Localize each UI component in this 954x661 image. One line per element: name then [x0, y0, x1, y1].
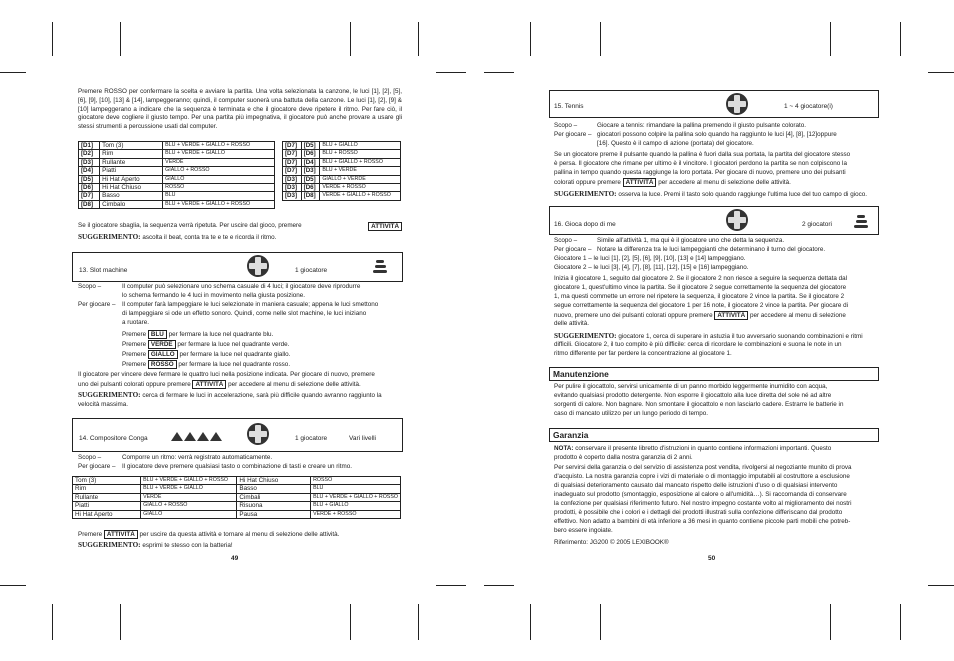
g15-per-label: Per giocare –	[554, 131, 592, 138]
drum-row	[79, 192, 275, 200]
crop-mark	[350, 604, 351, 640]
g13-press-item	[122, 340, 289, 350]
conga-icon	[210, 432, 221, 441]
instrument-combo: BLU + VERDE + GIALLO	[141, 485, 237, 493]
instrument-combo: VERDE	[141, 493, 237, 501]
drum-row	[79, 184, 275, 192]
instrument-name: Risuona	[237, 502, 311, 510]
attivita-button[interactable]: ATTIVITÀ	[714, 311, 748, 320]
instrument-combo: BLU + VERDE + GIALLO + ROSSO	[311, 493, 401, 501]
instrument-combo: GIALLO + ROSSO	[141, 502, 237, 510]
drum-combo: VERDE	[163, 158, 275, 166]
g15-scopo: Giocare a tennis: rimandare la pallina premendo il giusto pulsante colorato.	[597, 122, 806, 129]
drum-id: [D2]	[79, 150, 100, 158]
instrument-name: Tom (3)	[73, 477, 141, 485]
drum-id-2: [D8]	[301, 192, 320, 200]
drum-combo-row	[283, 167, 401, 175]
game-title: 14. Compositore Conga	[79, 435, 148, 442]
guar-5: la confezione per qualsiasi riferimento futuro. Nel nostro impegno costante volto al miglioramento dei nostri	[554, 500, 852, 507]
g16-body-4: segue correttamente la sequenza del giocatore 1 per 16 note, il giocatore 2 vince la partita. Per giocare di	[554, 302, 849, 309]
press-description: per fermare la luce nel quadrante verde.	[177, 341, 290, 348]
guar-note-2: prodotto è coperto dalla nostra garanzia di 2 anni.	[554, 454, 693, 461]
attivita-button[interactable]: ATTIVITÀ	[104, 530, 138, 539]
color-key-button[interactable]: GIALLO	[148, 350, 178, 359]
crop-mark	[436, 585, 466, 586]
g13-win-2a: uno dei pulsanti colorati oppure premere	[78, 381, 191, 388]
drum-combo-row	[283, 184, 401, 192]
drum-id-2: [D5]	[301, 142, 320, 150]
drum-combo: VERDE + ROSSO	[320, 184, 401, 192]
g13-scopo-2: lo schema fermando le 4 luci in movimento nella giusta posizione.	[122, 292, 306, 299]
suggestion-text: ascolta il beat, conta tra te e te e ricorda il ritmo.	[142, 234, 277, 241]
g13-press-item	[122, 330, 273, 340]
g13-win-2b: per accedere al menu di selezione delle attività.	[228, 381, 361, 388]
drum-table-left	[78, 141, 275, 209]
instrument-name: Hi Hat Chiuso	[237, 477, 311, 485]
drum-id: [D7]	[283, 150, 302, 158]
g13-per-3: a ruotare.	[122, 319, 149, 326]
press-label: Premere	[122, 341, 147, 348]
game-header-compositore-conga	[72, 418, 403, 452]
instrument-row	[73, 502, 401, 510]
maint-2: evitando qualsiasi prodotto detergente. Non esporre il giocattolo alla luce diretta del sole né ad altre	[554, 392, 832, 399]
instrument-row	[73, 485, 401, 493]
crop-mark	[418, 22, 419, 56]
drum-name: Rullante	[100, 158, 163, 166]
drum-row	[79, 150, 275, 158]
game-title: 13. Slot machine	[79, 267, 128, 274]
drum-id-2: [D5]	[301, 175, 320, 183]
suggestion-4	[554, 190, 867, 200]
attivita-button[interactable]: ATTIVITÀ	[368, 222, 402, 231]
g13-scopo-label: Scopo –	[78, 283, 102, 290]
guar-2: d'acquisto. La nostra garanzia copre i vizi di materiale o di montaggio imputabili al costruttore a esclusione	[554, 473, 850, 480]
g16-body-1: Inizia il giocatore 1, seguito dal giocatore 2. Se il giocatore 2 non riesce a seguire la sequenza dettata dal	[554, 275, 847, 282]
drum-id-2: [D4]	[301, 158, 320, 166]
g16-body-6: delle attività.	[554, 320, 590, 327]
g14-scopo: Comporre un ritmo: verrà registrato automaticamente.	[122, 454, 273, 461]
suggestion-label: SUGGERIMENTO:	[78, 233, 141, 241]
drum-row	[79, 167, 275, 175]
g15-body-4b: per accedere al menu di selezione delle attività.	[658, 179, 791, 186]
g15-body-4a: colorati oppure premere	[554, 179, 621, 186]
guar-3: di qualsiasi deterioramento causato dal mancato rispetto delle istruzioni d'uso o di qualsiasi intervento	[554, 482, 838, 489]
crop-mark	[350, 22, 351, 56]
suggestion-label: SUGGERIMENTO:	[78, 541, 141, 549]
g16-scopo: Simile all'attività 1, ma qui è il giocatore uno che detta la sequenza.	[597, 237, 785, 244]
conga-icon	[171, 432, 182, 441]
instrument-name: Hi Hat Aperto	[73, 510, 141, 518]
drum-row	[79, 142, 275, 150]
players-count: 1 giocatore	[295, 435, 328, 442]
dpad-icon	[726, 93, 748, 115]
g13-press-item	[122, 360, 290, 370]
g15-body-3: pallina in tempo quando questa raggiunge la loro portata. Per giocare di nuovo, premere uno dei pulsanti	[554, 169, 846, 176]
g14-exit-post: per uscire da questa attività e tornare al menu di selezione delle attività.	[139, 531, 340, 538]
press-label: Premere	[122, 331, 147, 338]
g15-body-1: Se un giocatore preme il pulsante quando la pallina è fuori dalla sua portata, la partita del giocatore stesso	[554, 151, 851, 158]
drum-id: [D7]	[283, 158, 302, 166]
page-number: 49	[231, 555, 239, 562]
g13-scopo-1: Il computer può selezionare uno schema casuale di 4 luci; il giocatore deve riprodurre	[122, 283, 361, 290]
guar-6: prodotti, è possibile che i colori e i dettagli dei prodotti illustrati sulla confezione differiscano dal prodotto	[554, 509, 843, 516]
suggestion-text: giocatore 1, cerca di superare in astuzia il tuo avversario suonando combinazioni e ritmi	[618, 333, 863, 340]
instrument-row	[73, 477, 401, 485]
section-manutenzione: Manutenzione	[549, 367, 879, 381]
after-table-text	[78, 222, 402, 231]
drum-combo-row	[283, 150, 401, 158]
maint-3: sorgenti di calore. Non bagnare. Non smontare il giocattolo e non lasciarlo cadere. Estrarre le batterie in	[554, 401, 844, 408]
color-key-button[interactable]: ROSSO	[148, 360, 177, 369]
drum-row	[79, 200, 275, 208]
note-label: NOTA:	[554, 445, 574, 452]
game-header-gioca-dopo-di-me	[549, 206, 879, 235]
suggestion-2	[78, 391, 382, 401]
drum-combo: GIALLO	[163, 175, 275, 183]
drum-combo: VERDE + GIALLO + ROSSO	[320, 192, 401, 200]
g13-win-2	[78, 380, 361, 390]
level-stack-icon	[373, 260, 387, 274]
g13-per-2: di lampeggiare si ode un effetto sonoro. Quindi, come nelle slot machine, le luci iniziano	[122, 310, 367, 317]
drum-combo: BLU + VERDE + GIALLO + ROSSO	[163, 200, 275, 208]
instrument-name: Rim	[73, 485, 141, 493]
drum-row	[79, 175, 275, 183]
crop-mark	[484, 72, 514, 73]
crop-mark	[120, 22, 121, 56]
suggestion-5-cont: difficili. Giocatore 2, il tuo compito è più difficile: cerca di ricordare le combinazioni e suona le note in un	[554, 341, 842, 348]
guar-7: effettivo. Non adatto a bambini di età inferiore a 36 mesi in quanto contiene piccole parti mobili che potreb-	[554, 518, 851, 525]
g14-exit-pre: Premere	[78, 531, 103, 538]
suggestion-text: esprimi te stesso con la batteria!	[142, 542, 233, 549]
maint-1: Per pulire il giocattolo, servirsi unicamente di un panno morbido leggermente inumidito con acqua,	[554, 383, 828, 390]
guar-note	[554, 445, 831, 454]
crop-mark	[120, 604, 121, 640]
drum-combo-row	[283, 175, 401, 183]
conga-icon	[197, 432, 208, 441]
level-stack-icon	[854, 215, 868, 229]
suggestion-label: SUGGERIMENTO:	[78, 391, 141, 399]
g14-per: Il giocatore deve premere qualsiasi tasto o combinazione di tasti e creare un ritmo.	[122, 463, 352, 470]
drum-combo: BLU + VERDE + GIALLO + ROSSO	[163, 142, 275, 150]
attivita-button[interactable]: ATTIVITÀ	[192, 380, 226, 389]
instrument-name: Cimbali	[237, 493, 311, 501]
g14-scopo-label: Scopo –	[78, 454, 102, 461]
press-description: per fermare la luce nel quadrante giallo.	[179, 351, 291, 358]
g16-scopo-label: Scopo –	[554, 237, 578, 244]
dpad-icon	[247, 423, 269, 445]
g16-per-label: Per giocare –	[554, 246, 592, 253]
drum-name: Cimbalo	[100, 200, 163, 208]
crop-mark	[436, 72, 466, 73]
dpad-icon	[726, 209, 748, 231]
crop-mark	[0, 585, 26, 586]
suggestion-5-cont2: ritmo differente per far perdere la concentrazione al giocatore 1.	[554, 350, 732, 357]
press-label: Premere	[122, 361, 147, 368]
g16-body-5	[554, 311, 846, 321]
suggestion-1	[78, 233, 276, 243]
suggestion-3	[78, 541, 233, 551]
crop-mark	[0, 72, 26, 73]
game-header-tennis	[549, 90, 879, 118]
drum-combo: BLU + VERDE + GIALLO	[163, 150, 275, 158]
instrument-table	[72, 476, 401, 519]
g13-per-label: Per giocare –	[78, 301, 116, 308]
g16-body-5b: per accedere al menu di selezione	[749, 312, 846, 319]
press-description: per fermare la luce nel quadrante blu.	[168, 331, 274, 338]
crop-mark	[600, 22, 601, 56]
drum-combo: BLU + ROSSO	[320, 150, 401, 158]
crop-mark	[530, 22, 531, 56]
crop-mark	[830, 22, 831, 56]
g16-per: Notare la differenza tra le luci lampeggianti che determinano il turno del giocatore.	[597, 246, 826, 253]
drum-id: [D1]	[79, 142, 100, 150]
g16-body-2: giocatore 1, quest'ultimo vince la partita. Se il giocatore 2 segue correttamente la sequenza del giocatore	[554, 284, 847, 291]
crop-mark	[830, 604, 831, 640]
instrument-row	[73, 510, 401, 518]
guar-reference: Riferimento: JG200 © 2005 LEXIBOOK®	[554, 539, 669, 546]
note-text: conservare il presente libretto d'istruzioni in quanto contiene informazioni importanti. Questo	[575, 445, 832, 452]
g15-per-2: [16]. Questo è il campo di azione (portata) del giocatore.	[597, 140, 754, 147]
drum-name: Piatti	[100, 167, 163, 175]
g15-scopo-label: Scopo –	[554, 122, 578, 129]
crop-mark	[530, 604, 531, 640]
instrument-combo: ROSSO	[311, 477, 401, 485]
after-table-label: Se il giocatore sbaglia, la sequenza verrà ripetuta. Per uscire dal gioco, premere	[78, 222, 302, 229]
suggestion-text: cerca di fermare le luci in accelerazione, sarà più difficile quando avranno raggiunto la	[142, 392, 382, 399]
game-title: 15. Tennis	[554, 103, 584, 110]
drum-id: [D6]	[79, 184, 100, 192]
drum-name: Tom (3)	[100, 142, 163, 150]
drum-id: [D3]	[283, 175, 302, 183]
drum-combo: GIALLO + ROSSO	[163, 167, 275, 175]
g16-body-5a: nuovo, premere uno dei pulsanti colorati oppure premere	[554, 312, 713, 319]
drum-id: [D7]	[283, 142, 302, 150]
players-count: 2 giocatori	[802, 221, 832, 228]
crop-mark	[928, 585, 954, 586]
drum-id: [D4]	[79, 167, 100, 175]
g16-player-2: Giocatore 2 – le luci [3], [4], [7], [8], [11], [12], [15] e [16] lampeggiano.	[554, 264, 749, 271]
players-count: 1 giocatore	[295, 267, 328, 274]
drum-combo: BLU + VERDE	[320, 167, 401, 175]
drum-combo: BLU + GIALLO	[320, 142, 401, 150]
drum-id: [D3]	[283, 184, 302, 192]
crop-mark	[900, 22, 901, 56]
drum-id: [D5]	[79, 175, 100, 183]
crop-mark	[600, 604, 601, 640]
drum-combo-row	[283, 142, 401, 150]
drum-name: Hi Hat Chiuso	[100, 184, 163, 192]
instrument-name: Pausa	[237, 510, 311, 518]
drum-table-right	[282, 141, 401, 201]
drum-name: Rim	[100, 150, 163, 158]
g15-per: giocatori possono colpire la pallina solo quando ha raggiunto le luci [4], [8], [12]oppure	[597, 131, 837, 138]
suggestion-2-cont: velocità massima.	[78, 401, 129, 408]
drum-combo: GIALLO + VERDE	[320, 175, 401, 183]
drum-combo: BLU	[163, 192, 275, 200]
intro-paragraph: Premere ROSSO per confermare la scelta e avviare la partita. Una volta selezionata la canzone, le luci [1], [2], [5], [6], [9], [10], [13] & [14], lampeggeranno; quindi, il computer suonerà una battuta della canzone. Le luci [1], [2], [9] & [10] lampeggerano a indicare che la sequenza è terminata e che il giocatore deve ripetere il ritmo. Per fare ciò, il giocatore deve cogliere il giusto tempo. Per una partita più impegnativa, il giocatore può anche provare a usare gli stessi strumenti a percussione usati dal computer.	[78, 88, 402, 131]
g13-per-1: Il computer farà lampeggiare le luci selezionate in maniera casuale; appena le luci smettono	[122, 301, 379, 308]
g16-body-3: 1, ma questi commette un errore nel ripetere la sequenza, il giocatore 2 vince la partita. Se il giocatore 2	[554, 293, 845, 300]
drum-name: Hi Hat Aperto	[100, 175, 163, 183]
levels-label: Vari livelli	[349, 435, 376, 442]
instrument-combo: VERDE + ROSSO	[311, 510, 401, 518]
g15-body-4	[554, 178, 791, 188]
g14-exit	[78, 530, 339, 540]
press-description: per fermare la luce nel quadrante rosso.	[178, 361, 291, 368]
drum-id: [D7]	[79, 192, 100, 200]
g15-body-2: è persa. Il giocatore che rimane per ultimo è il vincitore. I giocatori perdono la partita se non colpiscono la	[554, 160, 847, 167]
guar-8: bero essere ingoiate.	[554, 527, 613, 534]
drum-combo: BLU + GIALLO + ROSSO	[320, 158, 401, 166]
crop-mark	[928, 72, 954, 73]
instrument-combo: BLU	[311, 485, 401, 493]
color-key-button[interactable]: BLU	[148, 330, 167, 339]
instrument-name: Piatti	[73, 502, 141, 510]
conga-icon	[184, 432, 195, 441]
g16-player-1: Giocatore 1 – le luci [1], [2], [5], [6], [9], [10], [13] e [14] lampeggiano.	[554, 255, 746, 262]
maint-4: caso di mancato utilizzo per un lungo periodo di tempo.	[554, 410, 709, 417]
page-number: 50	[708, 555, 716, 562]
suggestion-text: osserva la luce. Premi il tasto solo quando raggiunge l'ultima luce del tuo campo di gioco.	[618, 191, 867, 198]
drum-row	[79, 158, 275, 166]
drum-id-2: [D3]	[301, 167, 320, 175]
drum-combo-row	[283, 192, 401, 200]
drum-id-2: [D6]	[301, 150, 320, 158]
crop-mark	[900, 604, 901, 640]
drum-id: [D7]	[283, 167, 302, 175]
instrument-combo: GIALLO	[141, 510, 237, 518]
g14-per-label: Per giocare –	[78, 463, 116, 470]
section-garanzia: Garanzia	[549, 428, 879, 442]
attivita-button[interactable]: ATTIVITÀ	[623, 178, 657, 187]
crop-mark	[418, 604, 419, 640]
g13-press-item	[122, 350, 290, 360]
suggestion-label: SUGGERIMENTO:	[554, 190, 617, 198]
players-count: 1 ~ 4 giocatore(i)	[784, 103, 833, 110]
crop-mark	[52, 22, 53, 56]
crop-mark	[52, 604, 53, 640]
game-title: 16. Gioca dopo di me	[554, 221, 616, 228]
drum-id: [D8]	[79, 200, 100, 208]
instrument-row	[73, 493, 401, 501]
drum-name: Basso	[100, 192, 163, 200]
drum-combo-row	[283, 158, 401, 166]
g13-win-1: Il giocatore per vincere deve fermare le quattro luci nella posizione indicata. Per giocare di nuovo, premere	[78, 371, 375, 378]
instrument-combo: BLU + GIALLO	[311, 502, 401, 510]
drum-combo: ROSSO	[163, 184, 275, 192]
instrument-name: Rullante	[73, 493, 141, 501]
guar-4: inadeguato sul prodotto (smontaggio, esposizione al calore o all'umidità…). Si raccomanda di conservare	[554, 491, 847, 498]
crop-mark	[484, 585, 514, 586]
drum-id-2: [D6]	[301, 184, 320, 192]
suggestion-label: SUGGERIMENTO:	[554, 332, 617, 340]
color-key-button[interactable]: VERDE	[148, 340, 176, 349]
instrument-name: Basso	[237, 485, 311, 493]
press-label: Premere	[122, 351, 147, 358]
game-header-slot-machine	[72, 252, 403, 282]
drum-id: [D3]	[283, 192, 302, 200]
instrument-combo: BLU + VERDE + GIALLO + ROSSO	[141, 477, 237, 485]
guar-1: Per servirsi della garanzia o del servizio di assistenza post vendita, rivolgersi al negoziante munito di prova	[554, 464, 852, 471]
dpad-icon	[247, 255, 269, 277]
drum-id: [D3]	[79, 158, 100, 166]
